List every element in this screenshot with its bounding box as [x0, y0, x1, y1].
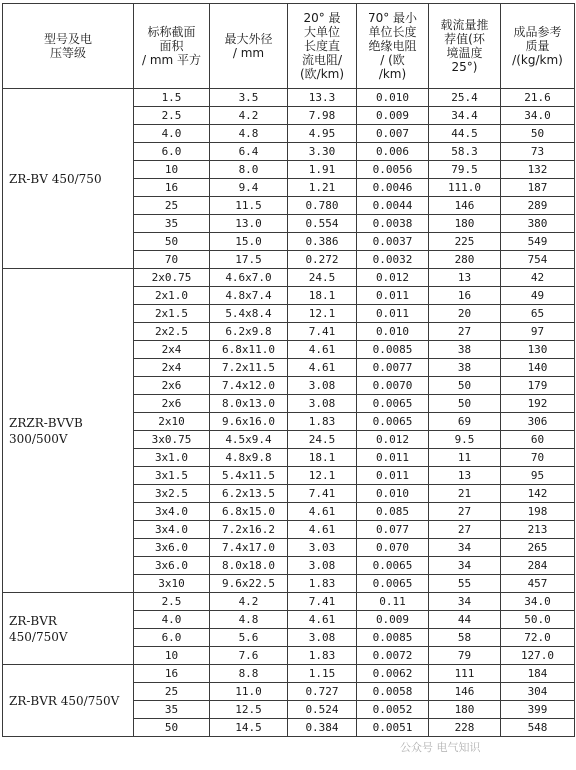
table-cell: 3.30 — [288, 143, 357, 161]
table-cell: 0.070 — [357, 539, 429, 557]
table-cell: 2x1.0 — [134, 287, 210, 305]
table-cell: 6.8x15.0 — [210, 503, 288, 521]
column-header-line: / mm 平方 — [141, 53, 202, 67]
table-cell: 9.6x16.0 — [210, 413, 288, 431]
column-header-line: 载流量推 — [440, 18, 489, 32]
table-cell: 4.61 — [288, 521, 357, 539]
table-cell: 11 — [429, 449, 501, 467]
table-cell: 7.98 — [288, 107, 357, 125]
table-cell: 44 — [429, 611, 501, 629]
table-cell: 3.03 — [288, 539, 357, 557]
table-cell: 0.012 — [357, 269, 429, 287]
table-cell: 4.95 — [288, 125, 357, 143]
table-cell: 3.08 — [288, 629, 357, 647]
table-cell: 225 — [429, 233, 501, 251]
table-cell: 2x4 — [134, 359, 210, 377]
table-cell: 8.0x18.0 — [210, 557, 288, 575]
column-header — [357, 4, 429, 89]
table-cell: 0.554 — [288, 215, 357, 233]
table-cell: 20 — [429, 305, 501, 323]
table-cell: 0.012 — [357, 431, 429, 449]
table-cell: 2x2.5 — [134, 323, 210, 341]
table-cell: 0.011 — [357, 287, 429, 305]
table-cell: 34.0 — [501, 593, 575, 611]
table-cell: 79.5 — [429, 161, 501, 179]
table-cell: 1.15 — [288, 665, 357, 683]
model-cell — [3, 593, 134, 665]
table-cell: 0.0085 — [357, 341, 429, 359]
table-row — [3, 665, 575, 683]
table-cell: 184 — [501, 665, 575, 683]
table-cell: 7.41 — [288, 485, 357, 503]
table-cell: 0.006 — [357, 143, 429, 161]
table-cell: 0.0085 — [357, 629, 429, 647]
table-cell: 179 — [501, 377, 575, 395]
table-cell: 289 — [501, 197, 575, 215]
table-cell: 7.41 — [288, 323, 357, 341]
table-cell: 27 — [429, 503, 501, 521]
table-cell: 198 — [501, 503, 575, 521]
table-cell: 0.0044 — [357, 197, 429, 215]
table-cell: 0.0062 — [357, 665, 429, 683]
table-cell: 187 — [501, 179, 575, 197]
table-cell: 24.5 — [288, 431, 357, 449]
model-label: 300/500V — [9, 431, 68, 446]
table-cell: 3x6.0 — [134, 539, 210, 557]
table-cell: 7.6 — [210, 647, 288, 665]
table-cell: 14.5 — [210, 719, 288, 737]
table-cell: 4.0 — [134, 125, 210, 143]
column-header-line: 压等级 — [49, 46, 86, 60]
table-cell: 7.2x11.5 — [210, 359, 288, 377]
column-header-line: 长度直 — [303, 39, 340, 53]
table-cell: 58.3 — [429, 143, 501, 161]
table-cell: 8.0x13.0 — [210, 395, 288, 413]
column-header-line: 单位长度 — [368, 25, 417, 39]
table-cell: 380 — [501, 215, 575, 233]
table-cell: 180 — [429, 215, 501, 233]
table-cell: 0.524 — [288, 701, 357, 719]
model-label: ZR-BVR — [9, 613, 57, 628]
table-cell: 44.5 — [429, 125, 501, 143]
table-cell: 21.6 — [501, 89, 575, 107]
table-cell: 0.0052 — [357, 701, 429, 719]
table-cell: 5.4x8.4 — [210, 305, 288, 323]
model-label: ZR-BVR 450/750V — [9, 693, 120, 708]
column-header-line: 成品参考 — [513, 25, 562, 39]
table-cell: 3x1.5 — [134, 467, 210, 485]
table-cell: 3x2.5 — [134, 485, 210, 503]
table-cell: 15.0 — [210, 233, 288, 251]
table-cell: 2.5 — [134, 593, 210, 611]
table-cell: 399 — [501, 701, 575, 719]
table-cell: 6.0 — [134, 629, 210, 647]
table-header — [3, 4, 575, 89]
table-cell: 3.08 — [288, 395, 357, 413]
table-cell: 4.0 — [134, 611, 210, 629]
table-cell: 0.010 — [357, 485, 429, 503]
table-cell: 7.41 — [288, 593, 357, 611]
table-cell: 69 — [429, 413, 501, 431]
column-header-line: 质量 — [525, 39, 550, 53]
table-cell: 111.0 — [429, 179, 501, 197]
column-header-line: 荐值(环 — [444, 32, 485, 46]
table-cell: 11.5 — [210, 197, 288, 215]
table-cell: 38 — [429, 341, 501, 359]
table-cell: 3x0.75 — [134, 431, 210, 449]
table-cell: 6.4 — [210, 143, 288, 161]
table-cell: 13.0 — [210, 215, 288, 233]
table-cell: 1.83 — [288, 575, 357, 593]
table-cell: 3.5 — [210, 89, 288, 107]
table-cell: 111 — [429, 665, 501, 683]
table-cell: 13.3 — [288, 89, 357, 107]
table-cell: 2x1.5 — [134, 305, 210, 323]
model-cell — [3, 665, 134, 737]
table-cell: 0.0051 — [357, 719, 429, 737]
table-cell: 4.61 — [288, 359, 357, 377]
table-cell: 132 — [501, 161, 575, 179]
table-cell: 97 — [501, 323, 575, 341]
table-cell: 16 — [429, 287, 501, 305]
table-cell: 0.0038 — [357, 215, 429, 233]
table-cell: 0.386 — [288, 233, 357, 251]
table-cell: 7.4x17.0 — [210, 539, 288, 557]
table-cell: 0.009 — [357, 107, 429, 125]
table-cell: 6.0 — [134, 143, 210, 161]
table-cell: 13 — [429, 269, 501, 287]
table-cell: 50 — [134, 719, 210, 737]
table-cell: 18.1 — [288, 287, 357, 305]
table-cell: 17.5 — [210, 251, 288, 269]
table-cell: 0.077 — [357, 521, 429, 539]
table-cell: 5.4x11.5 — [210, 467, 288, 485]
table-cell: 0.0037 — [357, 233, 429, 251]
table-cell: 304 — [501, 683, 575, 701]
table-cell: 4.5x9.4 — [210, 431, 288, 449]
table-cell: 0.0065 — [357, 413, 429, 431]
table-cell: 16 — [134, 665, 210, 683]
cable-spec-sheet — [2, 3, 574, 737]
column-header-line: /km) — [378, 67, 407, 81]
table-cell: 35 — [134, 215, 210, 233]
table-row — [3, 269, 575, 287]
column-header-line: 型号及电 — [43, 32, 92, 46]
table-cell: 0.085 — [357, 503, 429, 521]
table-cell: 0.007 — [357, 125, 429, 143]
table-cell: 9.4 — [210, 179, 288, 197]
table-cell: 12.1 — [288, 305, 357, 323]
model-label: ZRZR-BVVB — [9, 415, 83, 430]
table-cell: 65 — [501, 305, 575, 323]
table-cell: 1.5 — [134, 89, 210, 107]
table-cell: 0.010 — [357, 89, 429, 107]
column-header — [210, 4, 288, 89]
column-header-line: 面积 — [159, 39, 184, 53]
column-header — [429, 4, 501, 89]
table-cell: 7.4x12.0 — [210, 377, 288, 395]
table-cell: 4.61 — [288, 611, 357, 629]
table-cell: 127.0 — [501, 647, 575, 665]
table-cell: 50 — [429, 377, 501, 395]
table-cell: 95 — [501, 467, 575, 485]
table-cell: 73 — [501, 143, 575, 161]
column-header-line: 20° 最 — [303, 11, 341, 25]
table-cell: 4.6x7.0 — [210, 269, 288, 287]
table-cell: 213 — [501, 521, 575, 539]
table-row — [3, 89, 575, 107]
table-cell: 265 — [501, 539, 575, 557]
table-cell: 9.6x22.5 — [210, 575, 288, 593]
table-cell: 50 — [429, 395, 501, 413]
table-cell: 280 — [429, 251, 501, 269]
table-cell: 4.8x7.4 — [210, 287, 288, 305]
watermark: 公众号 电气知识 — [400, 741, 481, 754]
table-cell: 0.011 — [357, 305, 429, 323]
table-cell: 142 — [501, 485, 575, 503]
table-cell: 2x10 — [134, 413, 210, 431]
table-cell: 228 — [429, 719, 501, 737]
table-cell: 0.0058 — [357, 683, 429, 701]
table-cell: 0.0032 — [357, 251, 429, 269]
column-header-line: 绝缘电阻 — [368, 39, 417, 53]
model-label: 450/750V — [9, 629, 68, 644]
table-cell: 3x6.0 — [134, 557, 210, 575]
table-cell: 0.780 — [288, 197, 357, 215]
table-cell: 12.5 — [210, 701, 288, 719]
cable-spec-table — [2, 3, 575, 737]
table-cell: 10 — [134, 647, 210, 665]
table-cell: 21 — [429, 485, 501, 503]
column-header-line: (欧/km) — [299, 67, 345, 81]
table-cell: 0.010 — [357, 323, 429, 341]
column-header — [288, 4, 357, 89]
table-cell: 8.8 — [210, 665, 288, 683]
table-cell: 34 — [429, 539, 501, 557]
table-cell: 4.8 — [210, 125, 288, 143]
table-cell: 50 — [501, 125, 575, 143]
column-header-line: / mm — [232, 46, 265, 60]
table-cell: 3x10 — [134, 575, 210, 593]
table-cell: 60 — [501, 431, 575, 449]
table-cell: 34 — [429, 593, 501, 611]
table-cell: 1.83 — [288, 647, 357, 665]
table-cell: 2x6 — [134, 377, 210, 395]
table-cell: 2.5 — [134, 107, 210, 125]
table-cell: 4.8x9.8 — [210, 449, 288, 467]
model-label: ZR-BV 450/750 — [9, 171, 102, 186]
table-cell: 0.011 — [357, 467, 429, 485]
table-cell: 0.0072 — [357, 647, 429, 665]
table-cell: 25 — [134, 197, 210, 215]
table-cell: 0.0046 — [357, 179, 429, 197]
column-header-line: / (欧 — [380, 53, 405, 67]
table-cell: 4.61 — [288, 503, 357, 521]
table-cell: 18.1 — [288, 449, 357, 467]
table-cell: 25.4 — [429, 89, 501, 107]
table-cell: 306 — [501, 413, 575, 431]
table-cell: 55 — [429, 575, 501, 593]
table-cell: 24.5 — [288, 269, 357, 287]
column-header-line: 流电阻/ — [301, 53, 343, 67]
table-cell: 8.0 — [210, 161, 288, 179]
table-cell: 1.91 — [288, 161, 357, 179]
table-cell: 3x4.0 — [134, 521, 210, 539]
table-cell: 146 — [429, 683, 501, 701]
table-cell: 0.272 — [288, 251, 357, 269]
table-cell: 4.2 — [210, 593, 288, 611]
table-cell: 3x4.0 — [134, 503, 210, 521]
table-cell: 457 — [501, 575, 575, 593]
table-cell: 2x6 — [134, 395, 210, 413]
table-cell: 549 — [501, 233, 575, 251]
table-cell: 3.08 — [288, 557, 357, 575]
table-cell: 0.0065 — [357, 575, 429, 593]
column-header-line: 最大外径 — [224, 32, 273, 46]
table-cell: 70 — [501, 449, 575, 467]
table-cell: 2x4 — [134, 341, 210, 359]
table-cell: 180 — [429, 701, 501, 719]
table-cell: 42 — [501, 269, 575, 287]
column-header-line: 25°) — [451, 60, 478, 74]
table-cell: 2x0.75 — [134, 269, 210, 287]
table-cell: 58 — [429, 629, 501, 647]
column-header-line: 标称截面 — [147, 25, 196, 39]
table-cell: 6.2x9.8 — [210, 323, 288, 341]
model-cell — [3, 89, 134, 269]
column-header-line: 大单位 — [303, 25, 340, 39]
table-row — [3, 593, 575, 611]
table-cell: 3.08 — [288, 377, 357, 395]
table-cell: 146 — [429, 197, 501, 215]
table-cell: 49 — [501, 287, 575, 305]
table-cell: 6.8x11.0 — [210, 341, 288, 359]
table-cell: 38 — [429, 359, 501, 377]
table-cell: 50 — [134, 233, 210, 251]
table-cell: 130 — [501, 341, 575, 359]
table-cell: 16 — [134, 179, 210, 197]
table-cell: 27 — [429, 323, 501, 341]
table-cell: 284 — [501, 557, 575, 575]
table-cell: 140 — [501, 359, 575, 377]
table-cell: 0.0070 — [357, 377, 429, 395]
table-cell: 11.0 — [210, 683, 288, 701]
table-cell: 0.011 — [357, 449, 429, 467]
table-cell: 0.0065 — [357, 395, 429, 413]
table-cell: 0.727 — [288, 683, 357, 701]
table-cell: 0.11 — [357, 593, 429, 611]
table-body — [3, 89, 575, 737]
column-header-line: 境温度 — [446, 46, 483, 60]
header-row — [3, 4, 575, 89]
column-header-line: /(kg/km) — [512, 53, 563, 67]
table-cell: 6.2x13.5 — [210, 485, 288, 503]
table-cell: 754 — [501, 251, 575, 269]
table-cell: 50.0 — [501, 611, 575, 629]
table-cell: 35 — [134, 701, 210, 719]
table-cell: 4.2 — [210, 107, 288, 125]
table-cell: 13 — [429, 467, 501, 485]
table-cell: 34.0 — [501, 107, 575, 125]
table-cell: 10 — [134, 161, 210, 179]
table-cell: 5.6 — [210, 629, 288, 647]
table-cell: 4.8 — [210, 611, 288, 629]
table-cell: 4.61 — [288, 341, 357, 359]
table-cell: 12.1 — [288, 467, 357, 485]
table-cell: 25 — [134, 683, 210, 701]
table-cell: 1.83 — [288, 413, 357, 431]
table-cell: 1.21 — [288, 179, 357, 197]
model-cell — [3, 269, 134, 593]
table-cell: 548 — [501, 719, 575, 737]
table-cell: 9.5 — [429, 431, 501, 449]
column-header — [3, 4, 134, 89]
column-header-line: 70° 最小 — [367, 11, 418, 25]
column-header — [134, 4, 210, 89]
table-cell: 0.0056 — [357, 161, 429, 179]
table-cell: 34 — [429, 557, 501, 575]
table-cell: 70 — [134, 251, 210, 269]
table-cell: 0.0065 — [357, 557, 429, 575]
table-cell: 0.009 — [357, 611, 429, 629]
table-cell: 34.4 — [429, 107, 501, 125]
table-cell: 7.2x16.2 — [210, 521, 288, 539]
table-cell: 72.0 — [501, 629, 575, 647]
table-cell: 0.0077 — [357, 359, 429, 377]
table-cell: 27 — [429, 521, 501, 539]
table-cell: 79 — [429, 647, 501, 665]
table-cell: 0.384 — [288, 719, 357, 737]
column-header — [501, 4, 575, 89]
table-cell: 3x1.0 — [134, 449, 210, 467]
table-cell: 192 — [501, 395, 575, 413]
